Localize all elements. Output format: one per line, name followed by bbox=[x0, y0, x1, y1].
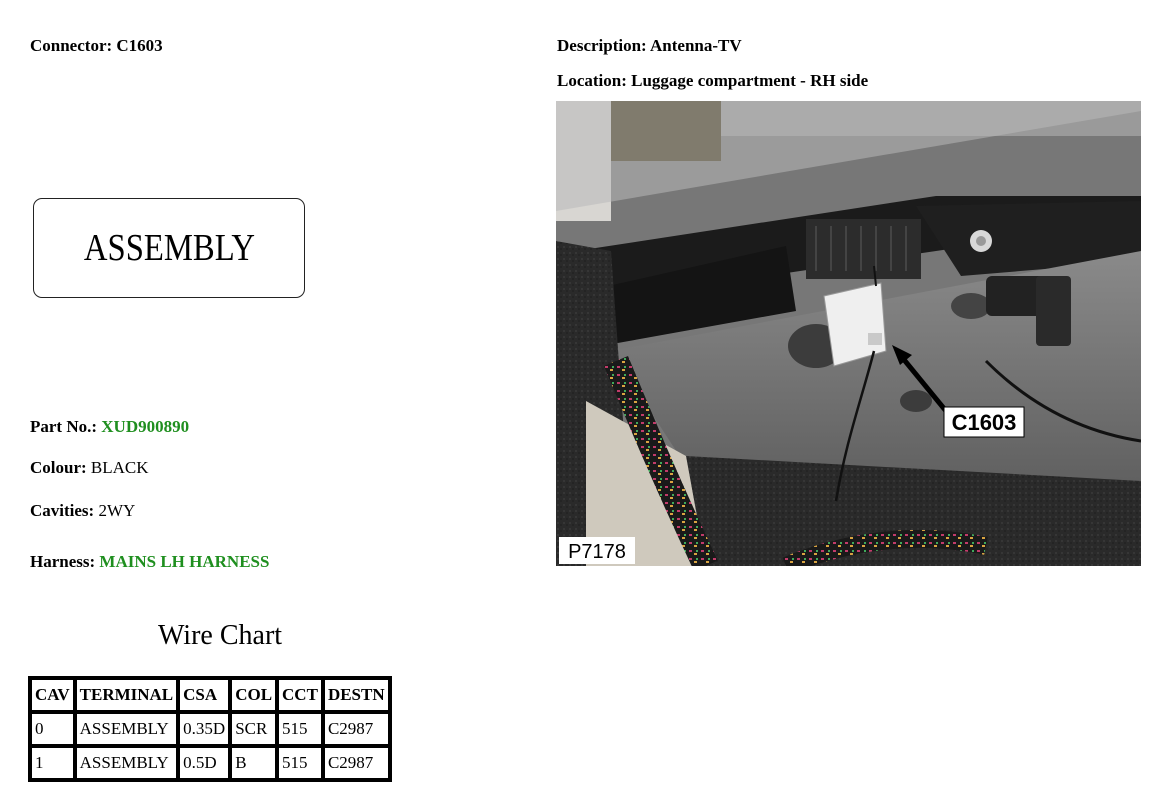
table-row bbox=[30, 712, 390, 746]
connector-value: C1603 bbox=[116, 36, 163, 55]
connector-line bbox=[30, 36, 163, 56]
location-photo bbox=[556, 101, 1141, 566]
part-no-label: Part No.: bbox=[30, 417, 98, 436]
header-csa: CSA bbox=[178, 678, 230, 712]
cell-cct: 515 bbox=[277, 712, 323, 746]
colour-label: Colour: bbox=[30, 458, 87, 477]
location-value: Luggage compartment - RH side bbox=[631, 71, 869, 90]
assembly-text: ASSEMBLY bbox=[83, 227, 255, 269]
cell-cav: 1 bbox=[30, 746, 75, 780]
description-value: Antenna-TV bbox=[650, 36, 742, 55]
wire-chart-title: Wire Chart bbox=[158, 620, 283, 651]
location-line bbox=[557, 71, 868, 91]
cell-cav: 0 bbox=[30, 712, 75, 746]
header-col: COL bbox=[230, 678, 277, 712]
colour-line bbox=[30, 458, 149, 478]
harness-line bbox=[30, 552, 269, 572]
cell-col: SCR bbox=[230, 712, 277, 746]
cell-col: B bbox=[230, 746, 277, 780]
cell-terminal: ASSEMBLY bbox=[75, 746, 179, 780]
table-header-row bbox=[30, 678, 390, 712]
colour-value: BLACK bbox=[90, 458, 149, 477]
table-row bbox=[30, 746, 390, 780]
description-label: Description: bbox=[557, 36, 647, 55]
part-no-line bbox=[30, 417, 189, 437]
header-cav: CAV bbox=[30, 678, 75, 712]
cavities-value: 2WY bbox=[98, 501, 136, 520]
assembly-box bbox=[33, 198, 305, 298]
cell-cct: 515 bbox=[277, 746, 323, 780]
description-line bbox=[557, 36, 742, 56]
cell-destn: C2987 bbox=[323, 746, 390, 780]
header-destn: DESTN bbox=[323, 678, 390, 712]
cell-csa: 0.35D bbox=[178, 712, 230, 746]
cell-csa: 0.5D bbox=[178, 746, 230, 780]
harness-value: MAINS LH HARNESS bbox=[99, 552, 270, 571]
connector-label: Connector: bbox=[30, 36, 113, 55]
header-terminal: TERMINAL bbox=[75, 678, 179, 712]
cavities-label: Cavities: bbox=[30, 501, 95, 520]
wire-chart-table bbox=[28, 676, 392, 782]
part-no-value: XUD900890 bbox=[101, 417, 190, 436]
cavities-line bbox=[30, 501, 135, 521]
photo-ref-label: P7178 bbox=[568, 541, 626, 563]
harness-label: Harness: bbox=[30, 552, 96, 571]
header-cct: CCT bbox=[277, 678, 323, 712]
photo-illustration bbox=[556, 101, 1141, 566]
location-label: Location: bbox=[557, 71, 627, 90]
cell-destn: C2987 bbox=[323, 712, 390, 746]
photo-callout-label: C1603 bbox=[951, 410, 1017, 435]
cell-terminal: ASSEMBLY bbox=[75, 712, 179, 746]
